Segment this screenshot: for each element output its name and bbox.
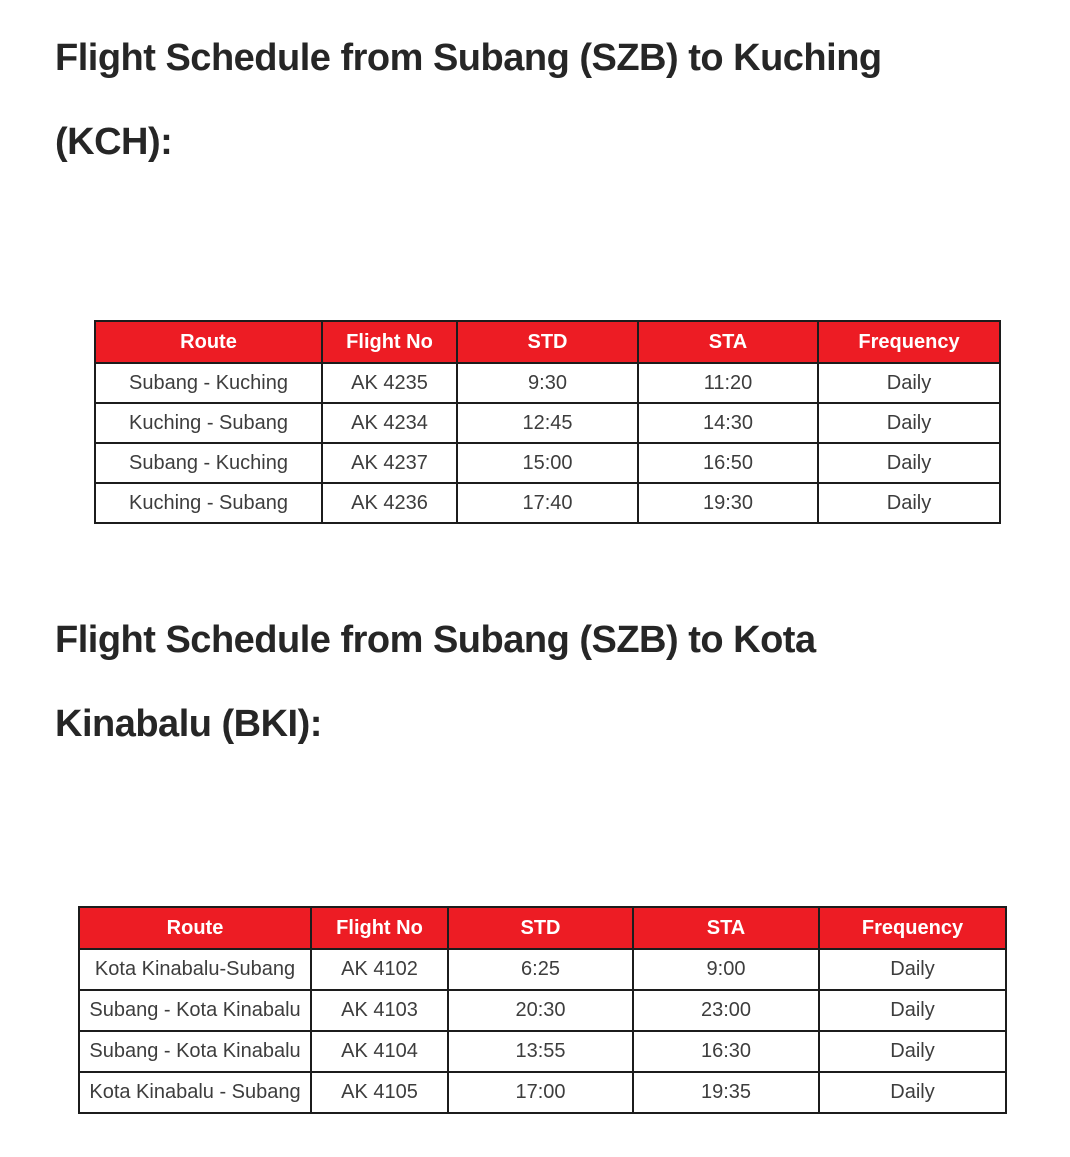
col-header-frequency: Frequency xyxy=(818,321,1000,363)
table-row xyxy=(95,443,1000,483)
frequency-cell: Daily xyxy=(818,483,1000,523)
title-line: Kinabalu (BKI): xyxy=(55,703,322,745)
sta-cell: 19:30 xyxy=(638,483,818,523)
table-row xyxy=(79,990,1006,1031)
route-cell: Subang - Kuching xyxy=(95,443,322,483)
table-row xyxy=(95,483,1000,523)
route-cell: Kuching - Subang xyxy=(95,403,322,443)
sta-cell: 9:00 xyxy=(633,949,819,990)
frequency-cell: Daily xyxy=(818,443,1000,483)
table-row xyxy=(95,403,1000,443)
col-header-frequency: Frequency xyxy=(819,907,1006,949)
col-header-route: Route xyxy=(95,321,322,363)
sta-cell: 16:30 xyxy=(633,1031,819,1072)
std-cell: 17:40 xyxy=(457,483,638,523)
title-line: (KCH): xyxy=(55,121,173,163)
frequency-cell: Daily xyxy=(819,1072,1006,1113)
std-cell: 9:30 xyxy=(457,363,638,403)
col-header-route: Route xyxy=(79,907,311,949)
flight-schedule-table-kota-kinabalu xyxy=(78,906,1007,1114)
flight-no-cell: AK 4235 xyxy=(322,363,457,403)
table-row xyxy=(79,1072,1006,1113)
std-cell: 6:25 xyxy=(448,949,633,990)
section-title-kota-kinabalu xyxy=(55,598,816,766)
std-cell: 13:55 xyxy=(448,1031,633,1072)
flight-schedule-table-kuching xyxy=(94,320,1001,524)
table-row xyxy=(79,949,1006,990)
std-cell: 12:45 xyxy=(457,403,638,443)
flight-no-cell: AK 4237 xyxy=(322,443,457,483)
title-line: Flight Schedule from Subang (SZB) to Kuching xyxy=(55,37,882,79)
flight-no-cell: AK 4103 xyxy=(311,990,448,1031)
std-cell: 20:30 xyxy=(448,990,633,1031)
header-row xyxy=(79,907,1006,949)
col-header-flight-no: Flight No xyxy=(322,321,457,363)
col-header-std: STD xyxy=(448,907,633,949)
title-line: Flight Schedule from Subang (SZB) to Kota xyxy=(55,619,816,661)
frequency-cell: Daily xyxy=(819,949,1006,990)
flight-no-cell: AK 4104 xyxy=(311,1031,448,1072)
std-cell: 15:00 xyxy=(457,443,638,483)
sta-cell: 11:20 xyxy=(638,363,818,403)
frequency-cell: Daily xyxy=(819,1031,1006,1072)
header-row xyxy=(95,321,1000,363)
route-cell: Kota Kinabalu - Subang xyxy=(79,1072,311,1113)
flight-no-cell: AK 4105 xyxy=(311,1072,448,1113)
flight-no-cell: AK 4234 xyxy=(322,403,457,443)
sta-cell: 23:00 xyxy=(633,990,819,1031)
col-header-flight-no: Flight No xyxy=(311,907,448,949)
section-title-kuching xyxy=(55,16,882,184)
sta-cell: 16:50 xyxy=(638,443,818,483)
std-cell: 17:00 xyxy=(448,1072,633,1113)
flight-no-cell: AK 4236 xyxy=(322,483,457,523)
sta-cell: 19:35 xyxy=(633,1072,819,1113)
frequency-cell: Daily xyxy=(818,363,1000,403)
route-cell: Subang - Kota Kinabalu xyxy=(79,1031,311,1072)
route-cell: Subang - Kota Kinabalu xyxy=(79,990,311,1031)
table-row xyxy=(79,1031,1006,1072)
route-cell: Kuching - Subang xyxy=(95,483,322,523)
frequency-cell: Daily xyxy=(819,990,1006,1031)
frequency-cell: Daily xyxy=(818,403,1000,443)
flight-no-cell: AK 4102 xyxy=(311,949,448,990)
sta-cell: 14:30 xyxy=(638,403,818,443)
table-row xyxy=(95,363,1000,403)
route-cell: Kota Kinabalu-Subang xyxy=(79,949,311,990)
col-header-std: STD xyxy=(457,321,638,363)
col-header-sta: STA xyxy=(638,321,818,363)
col-header-sta: STA xyxy=(633,907,819,949)
route-cell: Subang - Kuching xyxy=(95,363,322,403)
